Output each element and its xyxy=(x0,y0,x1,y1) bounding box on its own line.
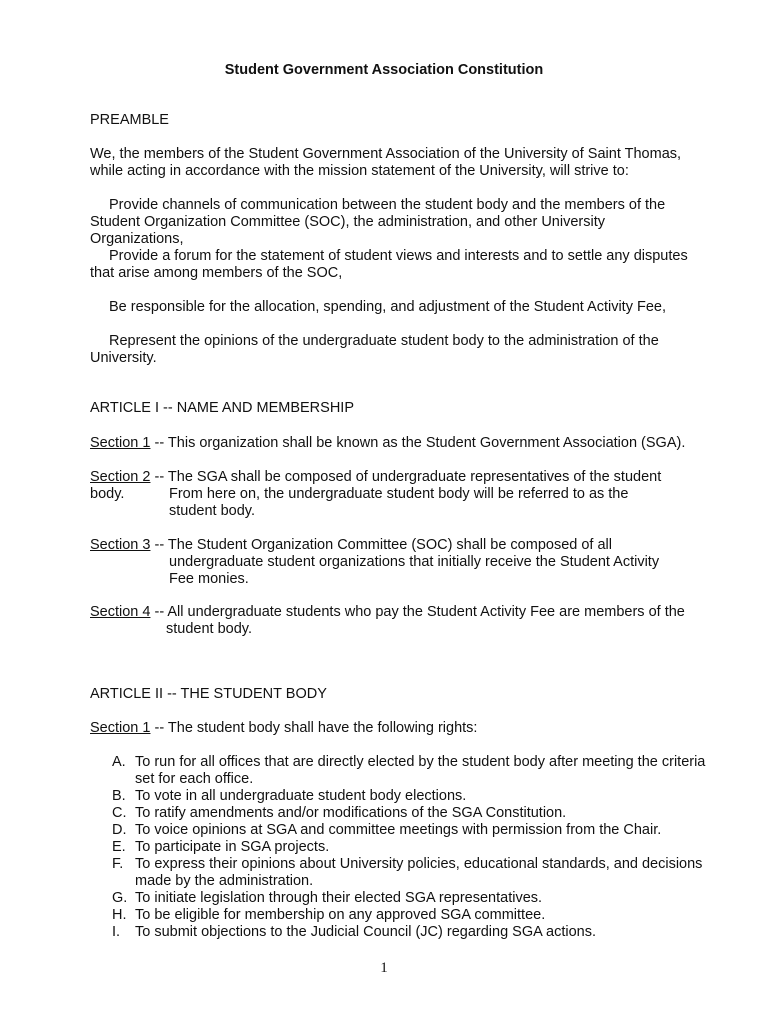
article-2-heading: ARTICLE II -- THE STUDENT BODY xyxy=(90,686,327,702)
list-item xyxy=(112,754,712,788)
article-2-section-1 xyxy=(90,720,690,737)
section-text: -- This organization shall be known as the Student Government Association (SGA). xyxy=(150,435,686,451)
list-item xyxy=(112,839,712,856)
article-1-section-1 xyxy=(90,435,690,452)
list-marker: I. xyxy=(112,924,121,940)
section-continuation: undergraduate student organizations that initially receive the Student Activity Fee monies. xyxy=(169,554,660,587)
list-item xyxy=(112,805,712,822)
list-marker: B. xyxy=(112,788,126,804)
rights-list xyxy=(112,754,712,941)
preamble-item: Be responsible for the allocation, spending, and adjustment of the Student Activity Fee, xyxy=(109,299,666,315)
section-continuation: student body. xyxy=(166,621,252,637)
list-item xyxy=(112,907,712,924)
list-item-text: To ratify amendments and/or modifications of the SGA Constitution. xyxy=(135,805,567,821)
preamble-item: Represent the opinions of the undergraduate student body to the administration of the University. xyxy=(90,333,659,366)
list-item-text: To submit objections to the Judicial Council (JC) regarding SGA actions. xyxy=(135,924,596,940)
list-item-text: To be eligible for membership on any approved SGA committee. xyxy=(135,907,546,923)
list-item xyxy=(112,822,712,839)
section-continuation: From here on, the undergraduate student body will be referred to as the student body. xyxy=(169,486,629,519)
list-item xyxy=(112,788,712,805)
preamble-item: Provide channels of communication between the student body and the members of the Student Organization Committee (SOC), the administration, and other University Organizations, xyxy=(90,197,666,247)
list-item-text: To voice opinions at SGA and committee meetings with permission from the Chair. xyxy=(135,822,662,838)
article-1-section-3 xyxy=(90,537,690,554)
preamble-item: Provide a forum for the statement of student views and interests and to settle any disputes that arise among members of the SOC, xyxy=(90,248,688,281)
list-item-text: To initiate legislation through their elected SGA representatives. xyxy=(135,890,543,906)
section-label: Section 1 xyxy=(90,720,151,736)
section-label: Section 2 xyxy=(90,469,151,485)
list-item xyxy=(112,924,712,941)
section-label: Section 4 xyxy=(90,604,151,620)
list-item-text: To express their opinions about University policies, educational standards, and decisions made by the administration. xyxy=(135,856,703,889)
article-1-heading: ARTICLE I -- NAME AND MEMBERSHIP xyxy=(90,400,354,416)
section-label: Section 1 xyxy=(90,435,151,451)
list-item-text: To vote in all undergraduate student body elections. xyxy=(135,788,467,804)
preamble-intro: We, the members of the Student Government Association of the University of Saint Thomas, while acting in accordance with the mission statement of the University, will strive to: xyxy=(90,146,682,179)
section-label: Section 3 xyxy=(90,537,151,553)
list-item xyxy=(112,890,712,907)
list-marker: G. xyxy=(112,890,128,906)
section-text: -- The student body shall have the following rights: xyxy=(150,720,478,736)
list-marker: E. xyxy=(112,839,126,855)
document-title: Student Government Association Constitution xyxy=(224,62,544,78)
list-item-text: To run for all offices that are directly elected by the student body after meeting the criteria set for each office. xyxy=(135,754,706,787)
list-marker: D. xyxy=(112,822,127,838)
list-marker: H. xyxy=(112,907,127,923)
article-1-section-4 xyxy=(90,604,690,621)
preamble-heading: PREAMBLE xyxy=(90,112,169,128)
list-marker: C. xyxy=(112,805,127,821)
section-text: -- The SGA shall be composed of undergraduate representatives of the student body. xyxy=(90,469,662,502)
list-marker: F. xyxy=(112,856,124,872)
section-text: -- The Student Organization Committee (SOC) shall be composed of all xyxy=(150,537,612,553)
list-item xyxy=(112,856,712,890)
list-item-text: To participate in SGA projects. xyxy=(135,839,330,855)
page-number: 1 xyxy=(380,960,388,976)
section-text: -- All undergraduate students who pay the Student Activity Fee are members of the xyxy=(150,604,685,620)
list-marker: A. xyxy=(112,754,126,770)
